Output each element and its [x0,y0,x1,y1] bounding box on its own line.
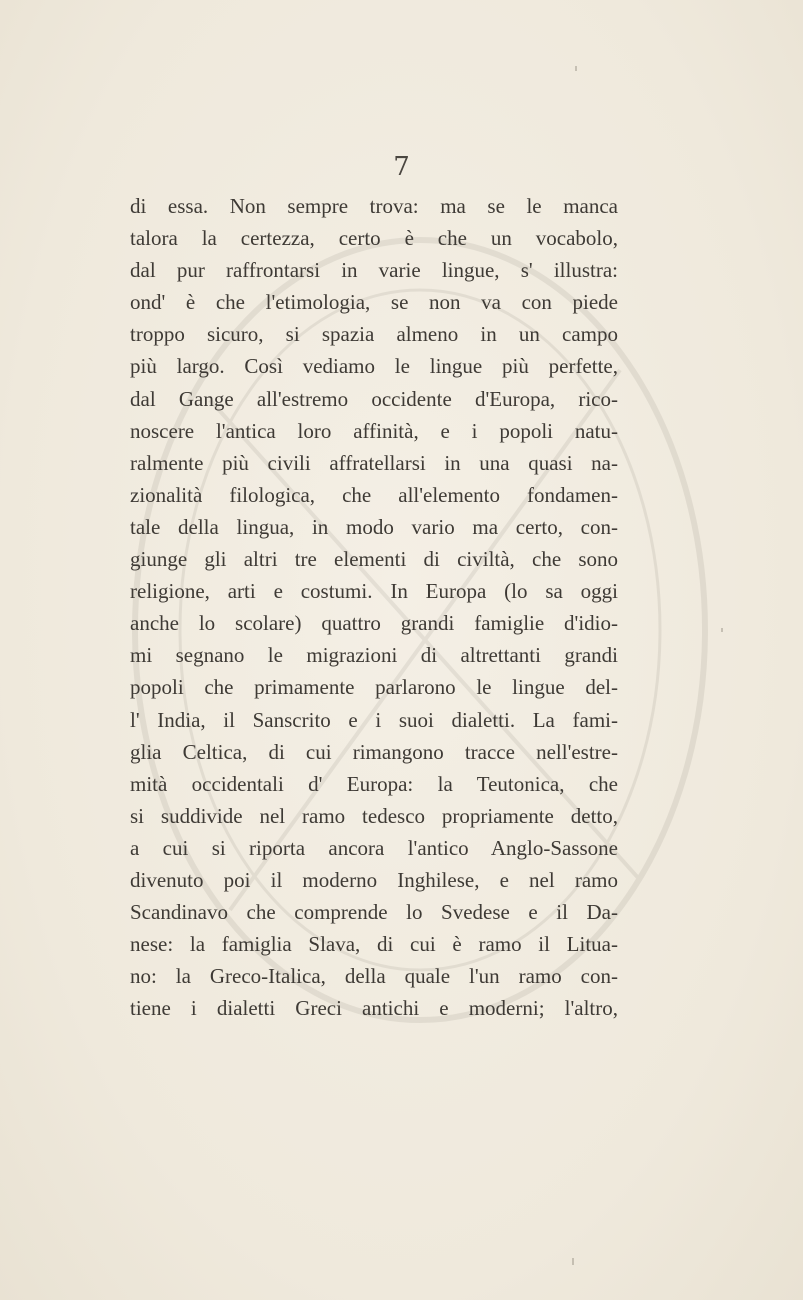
text-line: no: la Greco-Italica, della quale l'un ramo con- [130,964,618,989]
text-line: anche lo scolare) quattro grandi famiglie d'idio- [130,611,618,636]
text-line: tiene i dialetti Greci antichi e moderni; l'altro, [130,996,618,1021]
text-line: zionalità filologica, che all'elemento fondamen- [130,482,618,507]
text-line: Scandinavo che comprende lo Svedese e il Da- [130,900,618,925]
text-line: di essa. Non sempre trova: ma se le manca [130,194,618,218]
paper-speck [575,66,577,71]
text-line: noscere l'antica loro affinità, e i popoli natu- [130,418,618,443]
text-line: mità occidentali d' Europa: la Teutonica, che [130,771,618,796]
text-line: più largo. Così vediamo le lingue più perfette, [130,354,618,379]
text-line: tale della lingua, in modo vario ma certo, con- [130,514,618,539]
page-number: 7 [393,152,410,182]
text-line: l' India, il Sanscrito e i suoi dialetti. La fami- [130,707,618,732]
text-line: mi segnano le migrazioni di altrettanti grandi [130,643,618,668]
text-line: dal Gange all'estremo occidente d'Europa, rico- [130,386,618,411]
text-line: talora la certezza, certo è che un vocabolo, [130,226,618,251]
text-line: divenuto poi il moderno Inghilese, e nel ramo [130,867,618,892]
text-line: giunge gli altri tre elementi di civiltà, che sono [130,547,618,572]
text-line: dal pur raffrontarsi in varie lingue, s' illustra: [130,258,618,283]
body-text [130,190,618,1024]
text-line: si suddivide nel ramo tedesco propriamente detto, [130,803,618,828]
text-line: popoli che primamente parlarono le lingue del- [130,675,618,700]
paper-speck [721,628,723,632]
text-line: ralmente più civili affratellarsi in una quasi na- [130,450,618,475]
text-line: religione, arti e costumi. In Europa (lo sa oggi [130,579,618,604]
paper-speck [572,1258,574,1265]
text-line: troppo sicuro, si spazia almeno in un campo [130,322,618,347]
text-line: nese: la famiglia Slava, di cui è ramo il Litua- [130,932,618,957]
text-line: a cui si riporta ancora l'antico Anglo-Sassone [130,835,618,860]
text-line: glia Celtica, di cui rimangono tracce nell'estre- [130,739,618,764]
text-line: ond' è che l'etimologia, se non va con piede [130,290,618,315]
